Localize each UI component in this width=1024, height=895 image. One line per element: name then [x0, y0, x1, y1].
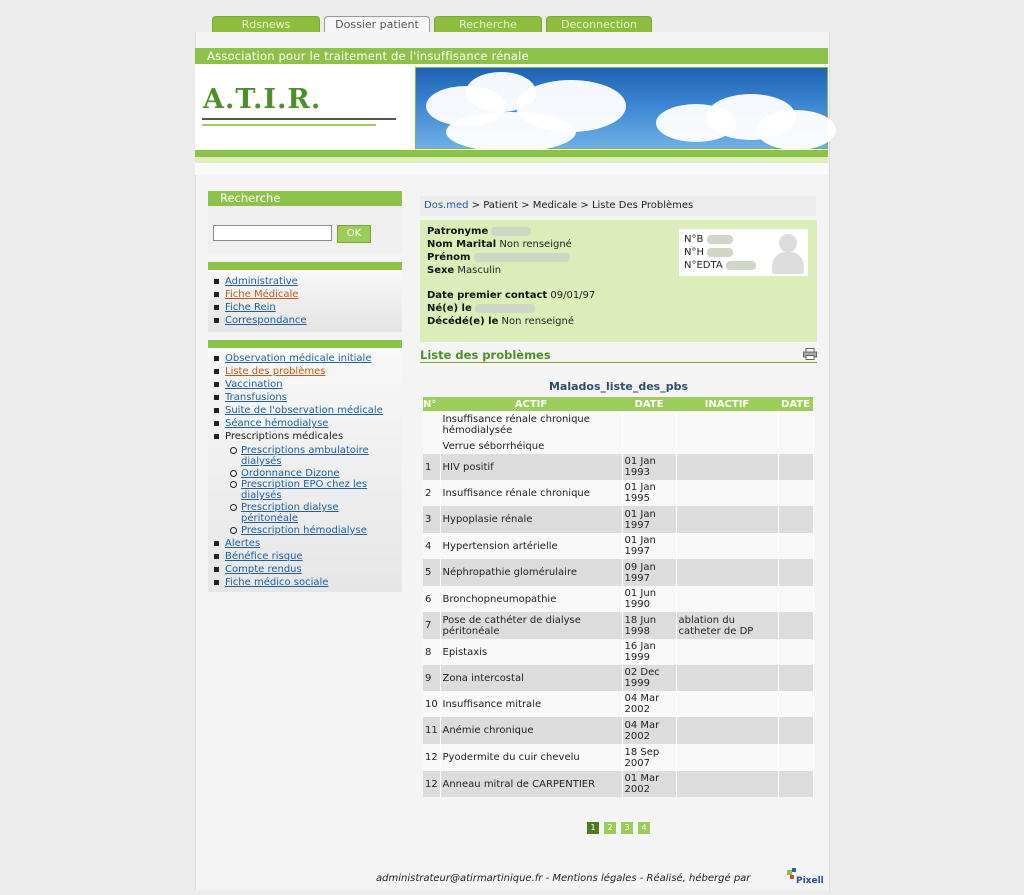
sub-link-ambulatoire[interactable]: Prescriptions ambulatoire dialysés: [241, 445, 369, 467]
patient-nb: N°B: [684, 234, 733, 245]
table-cell-date2: [778, 639, 813, 665]
table-cell-date2: [778, 480, 813, 506]
table-cell-date2: [778, 454, 813, 480]
nav-item-vaccination: [208, 378, 383, 391]
header-bar: [195, 150, 828, 157]
table-row: [423, 744, 813, 771]
table-cell-inactif: [676, 454, 778, 480]
patient-prenom: Prénom: [427, 252, 570, 263]
table-cell-inactif: [676, 586, 778, 612]
nav-link-suite-observation[interactable]: Suite de l'observation médicale: [225, 405, 383, 416]
table-cell-date: 01 Jun 1990: [622, 586, 676, 612]
sidebar-group1-bar: [208, 262, 402, 270]
search-input[interactable]: [213, 225, 332, 241]
table-cell-n: 3: [423, 506, 440, 533]
table-cell-inactif: [676, 771, 778, 797]
site-logo[interactable]: A.T.I.R.: [203, 84, 322, 115]
sub-item-dizone: [208, 468, 381, 479]
header-strip-text: Association pour le traitement de l'insuffisance rénale: [207, 49, 529, 63]
patient-patronyme: Patronyme: [427, 226, 531, 237]
sub-link-dizone[interactable]: Ordonnance Dizone: [241, 468, 340, 479]
search-ok-button[interactable]: OK: [337, 225, 371, 243]
table-row: [423, 439, 813, 454]
nav-item-observation: [208, 352, 383, 365]
nav-item-fiche-medico-sociale: [208, 576, 328, 589]
nav-item-correspondance: [208, 314, 307, 327]
table-cell-actif: Insuffisance rénale chronique hémodialysée: [440, 411, 622, 439]
table-cell-n: 11: [423, 717, 440, 744]
nav-item-suite-observation: [208, 404, 383, 417]
table-row: [423, 559, 813, 586]
table-cell-actif: Insuffisance mitrale: [440, 691, 622, 717]
table-cell-actif: Pyodermite du cuir chevelu: [440, 744, 622, 771]
table-cell-date: 02 Dec 1999: [622, 665, 676, 691]
table-cell-date: 04 Mar 2002: [622, 717, 676, 744]
table-cell-n: 8: [423, 639, 440, 665]
table-cell-date: 18 Sep 2007: [622, 744, 676, 771]
page-2-button[interactable]: 2: [604, 822, 616, 834]
section-divider: [420, 362, 817, 363]
table-cell-actif: Hypoplasie rénale: [440, 506, 622, 533]
header-sky-image: [415, 67, 828, 149]
sidebar-group2-bar: [208, 340, 402, 348]
table-cell-date: 18 Jun 1998: [622, 612, 676, 639]
nav-item-prescriptions: [208, 430, 383, 443]
col-header-date2: DATE: [778, 397, 813, 411]
table-cell-inactif: [676, 665, 778, 691]
table-cell-actif: Néphropathie glomérulaire: [440, 559, 622, 586]
table-row: [423, 717, 813, 744]
table-cell-date: [622, 439, 676, 454]
patient-nedta: N°EDTA: [684, 260, 756, 271]
nav-item-seance-hemodialyse: [208, 417, 383, 430]
redacted-value: [474, 253, 570, 262]
table-cell-date: 09 Jan 1997: [622, 559, 676, 586]
patient-sexe: Sexe Masculin: [427, 265, 502, 276]
col-header-date: DATE: [622, 397, 676, 411]
table-cell-date2: [778, 439, 813, 454]
page-4-button[interactable]: 4: [638, 822, 650, 834]
table-cell-date2: [778, 586, 813, 612]
sub-item-ambulatoire: [208, 445, 381, 468]
table-row: [423, 454, 813, 480]
nav-label-prescriptions: Prescriptions médicales: [225, 431, 344, 442]
table-cell-date2: [778, 506, 813, 533]
table-body: [423, 411, 813, 797]
table-title: Malados_liste_des_pbs: [548, 380, 689, 393]
table-cell-date: 01 Jan 1997: [622, 506, 676, 533]
redacted-value: [707, 235, 733, 244]
cloud-shape: [446, 112, 576, 152]
table-cell-date2: [778, 612, 813, 639]
table-cell-inactif: [676, 691, 778, 717]
tab-recherche[interactable]: Recherche: [434, 16, 542, 33]
search-title: Recherche: [220, 191, 281, 205]
table-cell-actif: Zona intercostal: [440, 665, 622, 691]
col-header-number: N°: [423, 397, 440, 411]
prescriptions-sublist: [208, 445, 381, 536]
patient-nom-marital: Nom Marital Non renseigné: [427, 239, 572, 250]
search-title-bar: [208, 191, 402, 206]
nav-item-compte-rendus: [208, 563, 328, 576]
redacted-value: [475, 304, 535, 313]
nav-item-administrative: [208, 275, 307, 288]
sidebar-group2-list: [208, 352, 383, 443]
tab-deconnection[interactable]: Deconnection: [546, 16, 652, 33]
table-cell-inactif: [676, 744, 778, 771]
patient-photo-placeholder-body: [772, 252, 804, 274]
sidebar-group2-list-after: [208, 537, 328, 589]
nav-link-observation[interactable]: Observation médicale initiale: [225, 353, 372, 364]
table-cell-n: 12: [423, 771, 440, 797]
table-cell-n: 10: [423, 691, 440, 717]
patient-photo-placeholder-icon: [779, 234, 797, 252]
table-cell-date: 16 Jan 1999: [622, 639, 676, 665]
nav-link-transfusions[interactable]: Transfusions: [225, 392, 287, 403]
sidebar-group1-list: [208, 275, 307, 327]
patient-nh: N°H: [684, 247, 733, 258]
table-row: [423, 506, 813, 533]
header-bar-gap: [195, 163, 828, 175]
nav-item-fiche-rein: [208, 301, 307, 314]
table-cell-n: 12: [423, 744, 440, 771]
table-cell-n: 2: [423, 480, 440, 506]
table-row: [423, 665, 813, 691]
table-cell-inactif: [676, 533, 778, 559]
table-cell-inactif: [676, 717, 778, 744]
breadcrumb: [420, 196, 816, 216]
logo-underline: [202, 118, 396, 120]
table-cell-inactif: [676, 439, 778, 454]
patient-date-naissance: Né(e) le: [427, 303, 535, 314]
table-cell-date: 01 Jan 1995: [622, 480, 676, 506]
table-cell-actif: Hypertension artérielle: [440, 533, 622, 559]
table-cell-n: 6: [423, 586, 440, 612]
table-cell-inactif: [676, 411, 778, 439]
cloud-shape: [756, 110, 836, 150]
table-cell-n: 7: [423, 612, 440, 639]
nav-link-fiche-medico-sociale[interactable]: Fiche médico sociale: [225, 577, 329, 588]
nav-link-fiche-rein[interactable]: Fiche Rein: [225, 302, 276, 313]
patient-deces: Décédé(e) le Non renseigné: [427, 316, 575, 327]
sub-item-epo: [208, 479, 381, 502]
sub-item-peritoneale: [208, 502, 381, 525]
pixell-logo-text: Pixell: [796, 876, 824, 886]
table-cell-date2: [778, 744, 813, 771]
table-cell-date2: [778, 665, 813, 691]
table-row: [423, 533, 813, 559]
sub-link-hemodialyse[interactable]: Prescription hémodialyse: [241, 525, 367, 536]
nav-link-benefice-risque[interactable]: Bénéfice risque: [225, 551, 303, 562]
nav-link-correspondance[interactable]: Correspondance: [225, 315, 307, 326]
nav-link-vaccination[interactable]: Vaccination: [225, 379, 283, 390]
table-cell-date: 01 Mar 2002: [622, 771, 676, 797]
table-cell-date2: [778, 559, 813, 586]
nav-item-liste-problemes: [208, 365, 383, 378]
breadcrumb-link-dosmed[interactable]: Dos.med: [424, 200, 469, 211]
section-title: Liste des problèmes: [420, 348, 551, 362]
table-cell-date2: [778, 411, 813, 439]
nav-item-fiche-medicale: [208, 288, 307, 301]
table-cell-actif: Anneau mitral de CARPENTIER: [440, 771, 622, 797]
table-cell-actif: HIV positif: [440, 454, 622, 480]
nav-link-seance-hemodialyse[interactable]: Séance hémodialyse: [225, 418, 329, 429]
table-row: [423, 771, 813, 797]
table-row: [423, 691, 813, 717]
table-cell-actif: Anémie chronique: [440, 717, 622, 744]
col-header-inactif: INACTIF: [676, 397, 778, 411]
tab-rdsnews[interactable]: Rdsnews: [212, 16, 320, 33]
tab-dossier-patient[interactable]: Dossier patient: [324, 16, 430, 32]
patient-date-contact: Date premier contact 09/01/97: [427, 290, 596, 301]
table-cell-n: 1: [423, 454, 440, 480]
table-row: [423, 639, 813, 665]
table-cell-inactif: ablation du catheter de DP: [676, 612, 778, 639]
nav-link-administrative[interactable]: Administrative: [225, 276, 298, 287]
table-cell-date: 01 Jan 1993: [622, 454, 676, 480]
nav-link-fiche-medicale[interactable]: Fiche Médicale: [225, 289, 299, 300]
sub-link-peritoneale[interactable]: Prescription dialyse péritonéale: [241, 502, 339, 524]
table-cell-date: 01 Jan 1997: [622, 533, 676, 559]
col-header-actif: ACTIF: [440, 397, 622, 411]
table-cell-date2: [778, 771, 813, 797]
table-cell-inactif: [676, 639, 778, 665]
breadcrumb-rest: > Patient > Medicale > Liste Des Problèmes: [468, 200, 694, 211]
table-cell-n: [423, 439, 440, 454]
table-cell-date2: [778, 691, 813, 717]
print-icon[interactable]: [803, 348, 817, 360]
table-cell-date: [622, 411, 676, 439]
table-cell-actif: Pose de cathéter de dialyse péritonéale: [440, 612, 622, 639]
table-row: [423, 612, 813, 639]
table-row: [423, 586, 813, 612]
table-row: [423, 480, 813, 506]
table-header-row: [423, 397, 813, 411]
nav-link-liste-problemes[interactable]: Liste des problèmes: [225, 366, 326, 377]
table-cell-date: 04 Mar 2002: [622, 691, 676, 717]
page-1-button[interactable]: 1: [587, 822, 599, 834]
table-cell-date2: [778, 533, 813, 559]
table-cell-n: 5: [423, 559, 440, 586]
nav-item-benefice-risque: [208, 550, 328, 563]
table-cell-actif: Verrue séborrhéique: [440, 439, 622, 454]
sub-link-epo[interactable]: Prescription EPO chez les dialysés: [241, 479, 368, 501]
table-cell-inactif: [676, 506, 778, 533]
pixell-logo[interactable]: [787, 868, 824, 886]
table-cell-n: 9: [423, 665, 440, 691]
table-cell-actif: Insuffisance rénale chronique: [440, 480, 622, 506]
table-cell-actif: Epistaxis: [440, 639, 622, 665]
nav-link-alertes[interactable]: Alertes: [225, 538, 261, 549]
nav-link-compte-rendus[interactable]: Compte rendus: [225, 564, 302, 575]
table-cell-n: [423, 411, 440, 439]
logo-underline-green: [202, 124, 376, 126]
sub-item-hemodialyse: [208, 525, 381, 536]
table-cell-actif: Bronchopneumopathie: [440, 586, 622, 612]
problems-table: [423, 397, 814, 797]
table-cell-date2: [778, 717, 813, 744]
redacted-value: [491, 227, 531, 236]
table-cell-inactif: [676, 559, 778, 586]
table-row: [423, 411, 813, 439]
page-3-button[interactable]: 3: [621, 822, 633, 834]
redacted-value: [707, 248, 733, 257]
table-cell-n: 4: [423, 533, 440, 559]
header-strip: [195, 48, 828, 64]
redacted-value: [726, 261, 756, 270]
footer-text: administrateur@atirmartinique.fr - Mentions légales - Réalisé, hébergé par: [376, 873, 751, 884]
table-cell-inactif: [676, 480, 778, 506]
nav-item-transfusions: [208, 391, 383, 404]
nav-item-alertes: [208, 537, 328, 550]
